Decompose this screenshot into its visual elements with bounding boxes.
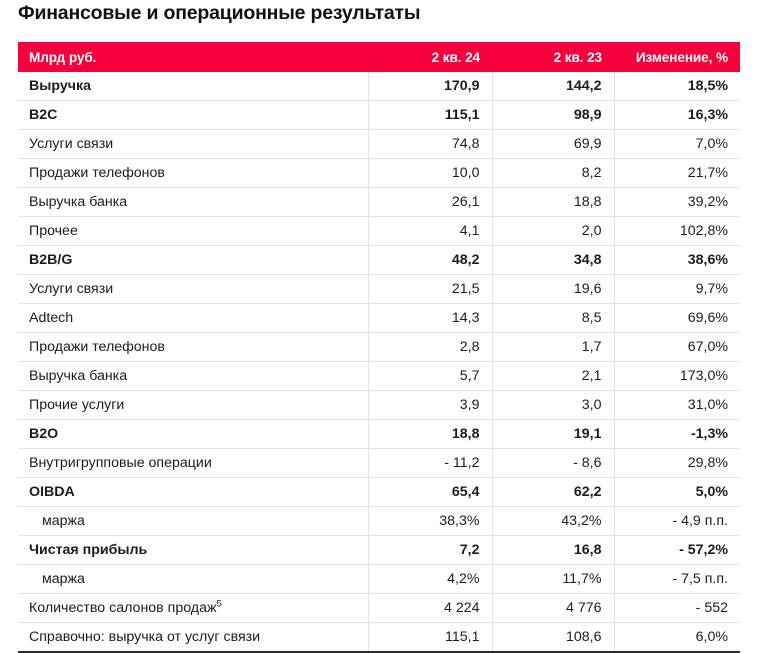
table-row <box>18 130 740 159</box>
cell-change: 31,0% <box>614 391 740 420</box>
table-row <box>18 159 740 188</box>
cell-change: - 57,2% <box>614 536 740 565</box>
row-label-text: Продажи телефонов <box>29 339 165 355</box>
cell-q2-24: - 11,2 <box>368 449 492 478</box>
row-label <box>18 449 368 478</box>
cell-change: 21,7% <box>614 159 740 188</box>
cell-q2-23: 43,2% <box>492 507 614 536</box>
column-header-q2-23: 2 кв. 23 <box>553 49 602 65</box>
table-header <box>18 42 740 72</box>
cell-change: 16,3% <box>614 101 740 130</box>
cell-change: 39,2% <box>614 188 740 217</box>
cell-change: - 7,5 п.п. <box>614 565 740 594</box>
table-row <box>18 536 740 565</box>
cell-change: 5,0% <box>614 478 740 507</box>
row-label-text: Справочно: выручка от услуг связи <box>29 629 261 645</box>
row-label <box>18 246 368 275</box>
cell-change: -1,3% <box>614 420 740 449</box>
row-label <box>18 275 368 304</box>
row-label <box>18 362 368 391</box>
cell-q2-23: 4 776 <box>492 594 614 623</box>
row-label <box>18 101 368 130</box>
cell-q2-24: 14,3 <box>368 304 492 333</box>
row-label-text: маржа <box>42 571 85 587</box>
row-label <box>18 391 368 420</box>
cell-q2-24: 38,3% <box>368 507 492 536</box>
row-label <box>18 130 368 159</box>
cell-change: 18,5% <box>614 72 740 101</box>
financial-table-container <box>18 42 740 653</box>
table-row <box>18 478 740 507</box>
cell-q2-23: 2,0 <box>492 217 614 246</box>
row-label-text: OIBDA <box>29 484 75 500</box>
row-label <box>18 565 368 594</box>
cell-q2-24: 170,9 <box>368 72 492 101</box>
cell-q2-23: - 8,6 <box>492 449 614 478</box>
cell-q2-24: 4,2% <box>368 565 492 594</box>
table-row <box>18 101 740 130</box>
cell-change: 38,6% <box>614 246 740 275</box>
table-row <box>18 304 740 333</box>
row-label-text: Выручка банка <box>29 194 128 210</box>
cell-q2-24: 48,2 <box>368 246 492 275</box>
cell-q2-23: 2,1 <box>492 362 614 391</box>
page-title: Финансовые и операционные результаты <box>18 2 421 24</box>
cell-q2-23: 3,0 <box>492 391 614 420</box>
table-row <box>18 275 740 304</box>
row-label-text: Прочее <box>29 223 78 239</box>
cell-q2-24: 74,8 <box>368 130 492 159</box>
cell-q2-23: 1,7 <box>492 333 614 362</box>
table-row <box>18 362 740 391</box>
row-label <box>18 420 368 449</box>
table-row <box>18 594 740 623</box>
column-header-q2-24: 2 кв. 24 <box>431 49 480 65</box>
cell-q2-23: 18,8 <box>492 188 614 217</box>
cell-change: - 552 <box>614 594 740 623</box>
cell-q2-24: 7,2 <box>368 536 492 565</box>
cell-q2-23: 19,6 <box>492 275 614 304</box>
cell-q2-23: 62,2 <box>492 478 614 507</box>
cell-change: - 4,9 п.п. <box>614 507 740 536</box>
cell-q2-24: 3,9 <box>368 391 492 420</box>
cell-q2-23: 11,7% <box>492 565 614 594</box>
footnote-marker: 5 <box>216 598 222 610</box>
cell-q2-23: 8,5 <box>492 304 614 333</box>
table-row <box>18 217 740 246</box>
cell-q2-24: 10,0 <box>368 159 492 188</box>
cell-q2-24: 65,4 <box>368 478 492 507</box>
row-label-text: Количество салонов продаж <box>29 600 217 616</box>
cell-change: 67,0% <box>614 333 740 362</box>
cell-change: 102,8% <box>614 217 740 246</box>
row-label-text: B2O <box>29 426 59 442</box>
row-label <box>18 536 368 565</box>
cell-q2-23: 144,2 <box>492 72 614 101</box>
row-label-text: маржа <box>42 513 85 529</box>
table-row <box>18 72 740 101</box>
cell-q2-23: 69,9 <box>492 130 614 159</box>
cell-q2-24: 2,8 <box>368 333 492 362</box>
financial-results-table <box>18 42 740 653</box>
cell-q2-24: 115,1 <box>368 623 492 653</box>
table-row <box>18 449 740 478</box>
row-label-text: Услуги связи <box>29 281 114 297</box>
cell-q2-24: 4 224 <box>368 594 492 623</box>
cell-change: 173,0% <box>614 362 740 391</box>
table-row <box>18 333 740 362</box>
cell-q2-24: 4,1 <box>368 217 492 246</box>
column-header-change: Изменение, % <box>635 49 728 65</box>
cell-change: 6,0% <box>614 623 740 653</box>
row-label <box>18 304 368 333</box>
row-label <box>18 72 368 101</box>
cell-change: 9,7% <box>614 275 740 304</box>
table-body <box>18 72 740 652</box>
row-label-text: Adtech <box>29 310 74 326</box>
cell-change: 7,0% <box>614 130 740 159</box>
table-row <box>18 623 740 653</box>
cell-q2-24: 21,5 <box>368 275 492 304</box>
cell-q2-23: 8,2 <box>492 159 614 188</box>
cell-q2-24: 18,8 <box>368 420 492 449</box>
row-label <box>18 333 368 362</box>
row-label-text: B2C <box>29 107 58 123</box>
cell-q2-23: 19,1 <box>492 420 614 449</box>
row-label <box>18 507 368 536</box>
table-row <box>18 420 740 449</box>
column-header-label: Млрд руб. <box>29 49 97 65</box>
cell-change: 29,8% <box>614 449 740 478</box>
table-row <box>18 391 740 420</box>
cell-q2-24: 26,1 <box>368 188 492 217</box>
cell-q2-24: 115,1 <box>368 101 492 130</box>
table-row <box>18 246 740 275</box>
row-label <box>18 478 368 507</box>
row-label-text: Внутригрупповые операции <box>29 455 212 471</box>
row-label <box>18 623 368 653</box>
row-label-text: Продажи телефонов <box>29 165 165 181</box>
row-label <box>18 217 368 246</box>
table-row <box>18 507 740 536</box>
row-label-text: Чистая прибыль <box>29 542 148 558</box>
row-label <box>18 594 368 623</box>
row-label-text: Выручка <box>29 78 91 94</box>
row-label-text: Выручка банка <box>29 368 128 384</box>
row-label-text: Прочие услуги <box>29 397 125 413</box>
cell-q2-24: 5,7 <box>368 362 492 391</box>
cell-q2-23: 16,8 <box>492 536 614 565</box>
row-label <box>18 159 368 188</box>
row-label-text: Услуги связи <box>29 136 114 152</box>
cell-q2-23: 108,6 <box>492 623 614 653</box>
row-label-text: B2B/G <box>29 252 73 268</box>
cell-q2-23: 98,9 <box>492 101 614 130</box>
table-header-row <box>18 42 740 72</box>
cell-q2-23: 34,8 <box>492 246 614 275</box>
row-label <box>18 188 368 217</box>
table-row <box>18 565 740 594</box>
table-row <box>18 188 740 217</box>
cell-change: 69,6% <box>614 304 740 333</box>
